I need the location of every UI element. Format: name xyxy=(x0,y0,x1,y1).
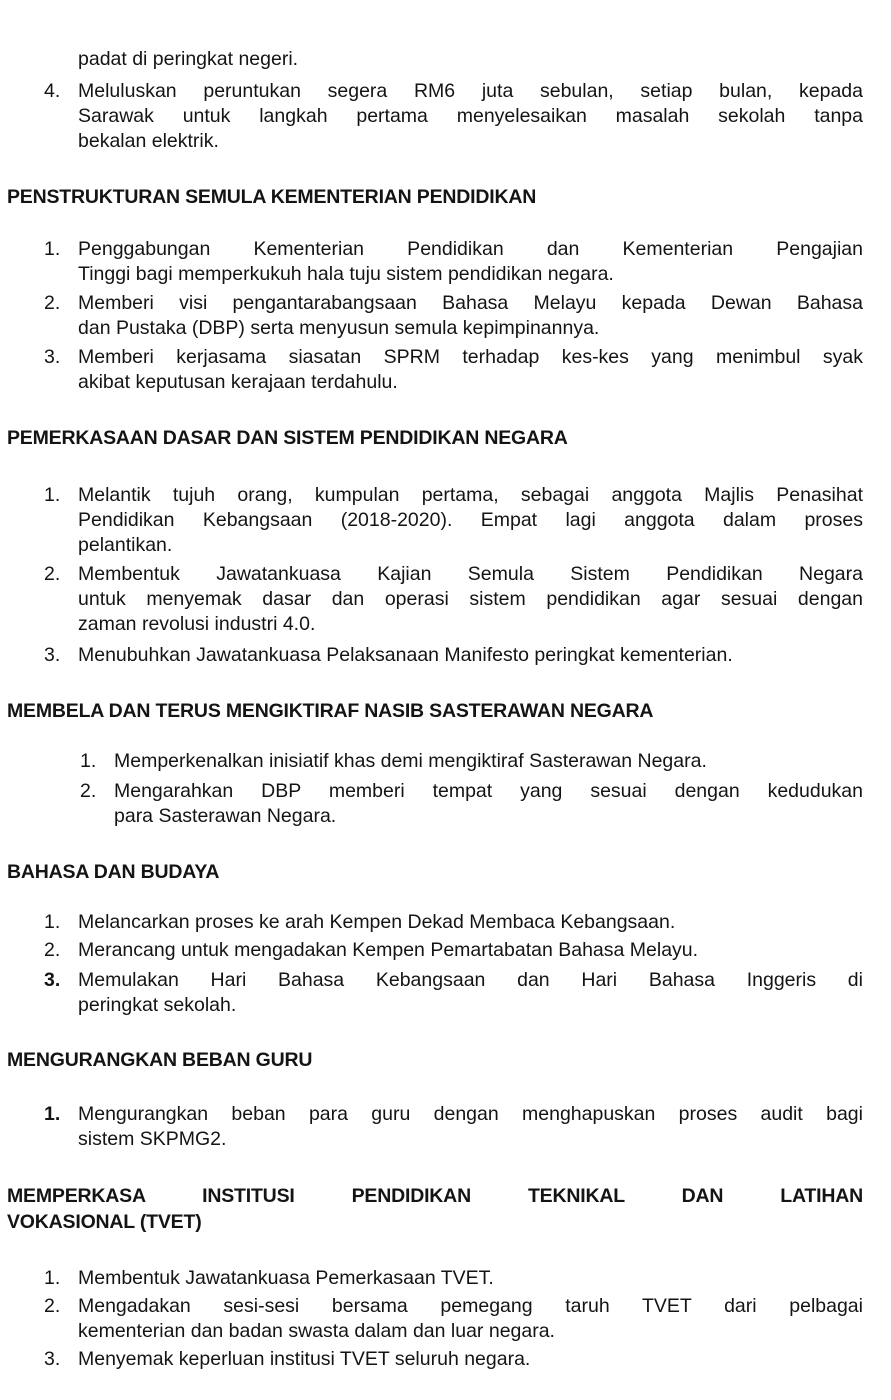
list-number: 1. xyxy=(44,911,61,933)
list-item-line: Membentuk Jawatankuasa Pemerkasaan TVET. xyxy=(78,1267,494,1289)
list-item-line: untuk menyemak dasar dan operasi sistem pendidikan agar sesuai dengan xyxy=(78,588,863,610)
list-number: 1. xyxy=(44,238,61,260)
list-item-line: Pendidikan Kebangsaan (2018-2020). Empat lagi anggota dalam proses xyxy=(78,509,863,531)
list-number: 2. xyxy=(44,939,61,961)
list-item-line: kementerian dan badan swasta dalam dan luar negara. xyxy=(78,1320,555,1342)
list-item-continuation: padat di peringkat negeri. xyxy=(78,48,299,70)
list-item-line: Merancang untuk mengadakan Kempen Pemartabatan Bahasa Melayu. xyxy=(78,939,699,961)
list-item-line: Melantik tujuh orang, kumpulan pertama, sebagai anggota Majlis Penasihat xyxy=(78,484,863,506)
list-item-line: Menyemak keperluan institusi TVET seluruh negara. xyxy=(78,1348,531,1370)
list-number: 1. xyxy=(44,1103,61,1125)
list-item-line: Tinggi bagi memperkukuh hala tuju sistem pendidikan negara. xyxy=(78,263,614,285)
list-item-line: Memperkenalkan inisiatif khas demi mengiktiraf Sasterawan Negara. xyxy=(114,750,707,772)
list-item-line: zaman revolusi industri 4.0. xyxy=(78,613,316,635)
list-item-line: Penggabungan Kementerian Pendidikan dan Kementerian Pengajian xyxy=(78,238,863,260)
section-heading: MENGURANGKAN BEBAN GURU xyxy=(7,1049,313,1071)
list-item-line: pelantikan. xyxy=(78,534,173,556)
list-number: 2. xyxy=(44,563,61,585)
list-number: 4. xyxy=(44,80,61,102)
list-item-line: akibat keputusan kerajaan terdahulu. xyxy=(78,371,398,393)
section-heading: VOKASIONAL (TVET) xyxy=(7,1211,202,1233)
list-item-line: Mengadakan sesi-sesi bersama pemegang taruh TVET dari pelbagai xyxy=(78,1295,863,1317)
section-heading: MEMPERKASA INSTITUSI PENDIDIKAN TEKNIKAL DAN LATIHAN xyxy=(7,1185,863,1207)
list-item-line: Meluluskan peruntukan segera RM6 juta sebulan, setiap bulan, kepada xyxy=(78,80,863,102)
list-item-line: peringkat sekolah. xyxy=(78,994,237,1016)
list-number: 3. xyxy=(44,346,61,368)
list-number: 2. xyxy=(80,780,97,802)
list-item-line: bekalan elektrik. xyxy=(78,130,219,152)
list-item-line: Menubuhkan Jawatankuasa Pelaksanaan Manifesto peringkat kementerian. xyxy=(78,644,733,666)
list-number: 1. xyxy=(80,750,97,772)
list-item-line: Memberi kerjasama siasatan SPRM terhadap kes-kes yang menimbul syak xyxy=(78,346,863,368)
list-number: 3. xyxy=(44,969,61,991)
list-item-line: Membentuk Jawatankuasa Kajian Semula Sistem Pendidikan Negara xyxy=(78,563,863,585)
section-heading: BAHASA DAN BUDAYA xyxy=(7,861,220,883)
list-item-line: dan Pustaka (DBP) serta menyusun semula kepimpinannya. xyxy=(78,317,600,339)
list-number: 3. xyxy=(44,1348,61,1370)
list-item-line: Sarawak untuk langkah pertama menyelesaikan masalah sekolah tanpa xyxy=(78,105,863,127)
list-item-line: sistem SKPMG2. xyxy=(78,1128,227,1150)
list-item-line: Mengarahkan DBP memberi tempat yang sesuai dengan kedudukan xyxy=(114,780,863,802)
list-item-line: Memulakan Hari Bahasa Kebangsaan dan Hari Bahasa Inggeris di xyxy=(78,969,863,991)
list-item-line: para Sasterawan Negara. xyxy=(114,805,337,827)
section-heading: PEMERKASAAN DASAR DAN SISTEM PENDIDIKAN NEGARA xyxy=(7,427,568,449)
section-heading: PENSTRUKTURAN SEMULA KEMENTERIAN PENDIDIKAN xyxy=(7,186,537,208)
list-item-line: Memberi visi pengantarabangsaan Bahasa Melayu kepada Dewan Bahasa xyxy=(78,292,863,314)
list-item-line: Mengurangkan beban para guru dengan menghapuskan proses audit bagi xyxy=(78,1103,863,1125)
list-number: 3. xyxy=(44,644,61,666)
list-number: 2. xyxy=(44,292,61,314)
list-number: 1. xyxy=(44,1267,61,1289)
list-number: 1. xyxy=(44,484,61,506)
list-number: 2. xyxy=(44,1295,61,1317)
list-item-line: Melancarkan proses ke arah Kempen Dekad Membaca Kebangsaan. xyxy=(78,911,676,933)
section-heading: MEMBELA DAN TERUS MENGIKTIRAF NASIB SASTERAWAN NEGARA xyxy=(7,700,654,722)
